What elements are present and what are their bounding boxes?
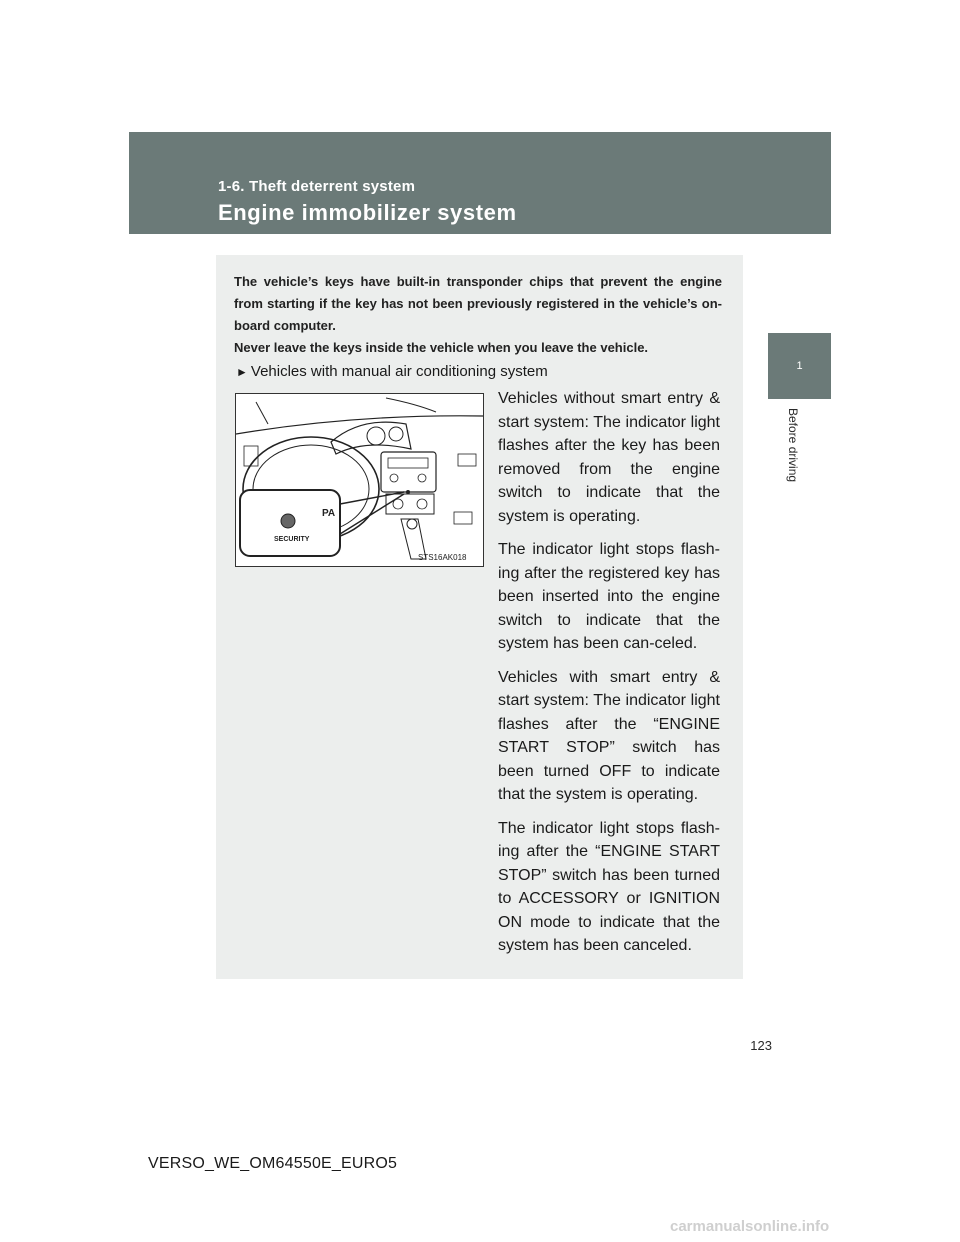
dashboard-illustration (235, 393, 484, 567)
bullet-text: Vehicles with manual air conditioning system (250, 363, 548, 380)
page-title: Engine immobilizer system (218, 200, 517, 225)
security-label: SECURITY (274, 536, 310, 543)
chapter-number: 1 (796, 360, 803, 372)
warning-paragraph: Never leave the keys inside the vehicle when you leave the vehicle. (234, 340, 649, 355)
intro-paragraph: The vehicle’s keys have built-in transponder chips that prevent the engine from starting if the key has not been previously registered in the vehicle’s on-board computer. (234, 274, 722, 333)
partial-label: PA (322, 508, 336, 519)
document-code: VERSO_WE_OM64550E_EURO5 (148, 1155, 398, 1172)
dashboard-drawing (236, 394, 483, 566)
body-text (498, 387, 720, 968)
bullet-item (236, 363, 548, 380)
chapter-label: Before driving (786, 408, 800, 483)
section-label: 1-6. Theft deterrent system (218, 178, 416, 195)
body-paragraph: The indicator light stops flash-ing after the “ENGINE START STOP” switch has been turned to ACCESSORY or IGNITION ON mode to indicate that the system has been canceled. (498, 819, 720, 954)
figure-code: STS16AK018 (418, 553, 467, 562)
chapter-tab[interactable] (768, 333, 831, 399)
body-paragraph: Vehicles with smart entry & start system: The indicator light flashes after the “ENGINE START STOP” switch has been turned OFF to indicate that the system is operating. (498, 668, 720, 803)
page-number: 123 (750, 1038, 772, 1053)
watermark: carmanualsonline.info (670, 1218, 830, 1235)
intro-notice (234, 271, 722, 359)
triangle-bullet-icon: ► (236, 365, 248, 379)
body-paragraph: The indicator light stops flash-ing after the registered key has been inserted into the engine switch to indicate that the system has been can-celed. (498, 541, 720, 652)
body-paragraph: Vehicles without smart entry & start system: The indicator light flashes after the key has been removed from the engine switch to indicate that the system is operating. (498, 390, 720, 525)
